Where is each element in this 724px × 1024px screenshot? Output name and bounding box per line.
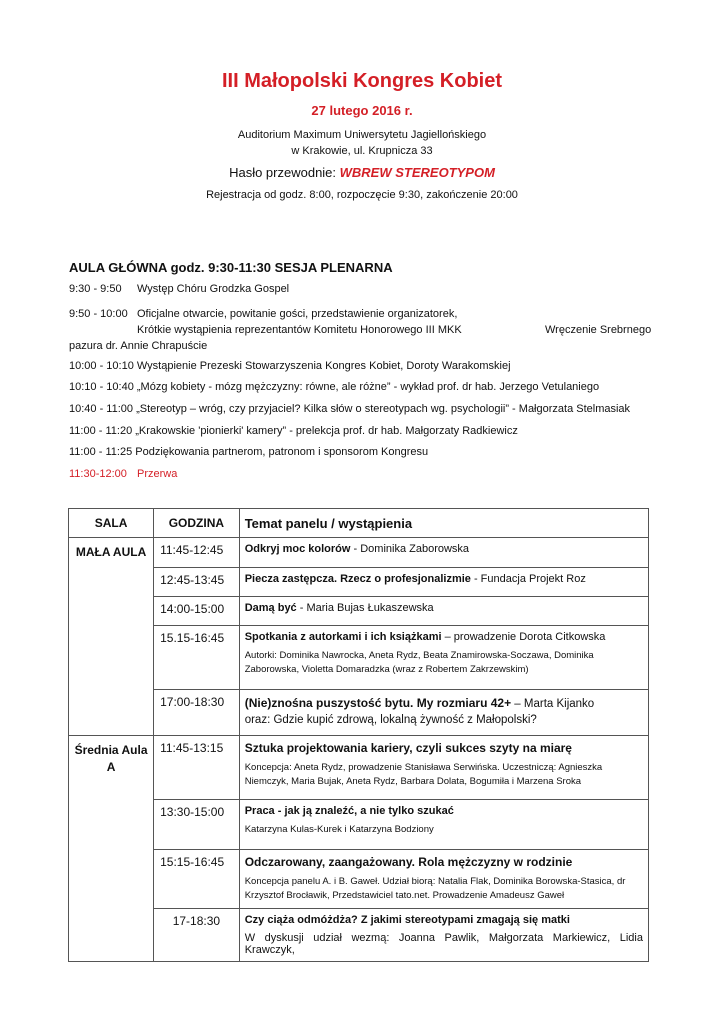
- topic-note: Autorki: Dominika Nawrocka, Aneta Rydz, Beata Znamirowska-Soczawa, Dominika Zaborowska, Violetta Domaradzka (wraz z Robertem Zakrzewskim): [244, 650, 594, 675]
- table-topic: [239, 626, 648, 690]
- room-name: MAŁA AULA: [69, 538, 154, 736]
- table-row: [69, 690, 649, 736]
- topic-title: Piecza zastępcza. Rzecz o profesjonalizmie: [244, 573, 471, 585]
- document-title: III Małopolski Kongres Kobiet: [221, 70, 503, 92]
- table-row: [69, 568, 649, 597]
- table-row: [69, 538, 649, 568]
- schedule-table: [68, 508, 649, 962]
- motto-value: WBREW STEREOTYPOM: [339, 165, 495, 180]
- table-row: [69, 736, 649, 800]
- program-text-3: Wręczenie Srebrnego: [545, 324, 652, 336]
- registration-info: Rejestracja od godz. 8:00, rozpoczęcie 9:30, zakończenie 20:00: [206, 189, 518, 201]
- program-text-2: Krótkie wystąpienia reprezentantów Komitetu Honorowego III MKK: [137, 324, 462, 336]
- header-sala: SALA: [69, 509, 154, 538]
- table-hour: 17:00-18:30: [154, 690, 240, 736]
- table-hour: 12:45-13:45: [154, 568, 240, 597]
- topic-rest: – Marta Kijanko: [511, 698, 595, 710]
- table-topic: [239, 538, 648, 568]
- header-topic: Temat panelu / wystąpienia: [239, 509, 648, 538]
- program-item: 10:10 - 10:40 „Mózg kobiety - mózg mężczyzny: równe, ale różne” - wykład prof. dr hab. Jerzego Vetulaniego: [69, 381, 600, 393]
- venue-line-1: Auditorium Maximum Uniwersytetu Jagiellońskiego: [237, 129, 487, 141]
- program-time: 9:30 - 9:50: [69, 283, 122, 295]
- topic-rest: – prowadzenie Dorota Citkowska: [441, 631, 606, 643]
- table-topic: [239, 909, 648, 962]
- topic-title: Damą być: [244, 602, 297, 614]
- topic-note: Katarzyna Kulas-Kurek i Katarzyna Bodziony: [244, 824, 434, 835]
- table-header-row: [69, 509, 649, 538]
- topic-rest: - Maria Bujas Łukaszewska: [296, 602, 434, 614]
- program-item: 10:40 - 11:00 „Stereotyp – wróg, czy przyjaciel? Kilka słów o stereotypach wg. psychologii” - Małgorzata Stelmasiak: [69, 403, 631, 415]
- table-hour: 15.15-16:45: [154, 626, 240, 690]
- program-text-4: pazura dr. Annie Chrapuście: [69, 340, 208, 352]
- table-hour: 17-18:30: [154, 909, 240, 962]
- topic-note: Koncepcja panelu A. i B. Gaweł. Udział biorą: Natalia Flak, Dominika Borowska-Stasica, dr Krzysztof Brocławik, Przedstawiciel tato.net. Prowadzenie Amadeusz Gaweł: [244, 876, 626, 901]
- table-hour: 11:45-13:15: [154, 736, 240, 800]
- table-hour: 11:45-12:45: [154, 538, 240, 568]
- topic-title: Praca - jak ją znaleźć, a nie tylko szukać: [244, 805, 454, 817]
- topic-title: Odkryj moc kolorów: [244, 543, 351, 555]
- program-time: 11:30-12:00: [69, 468, 127, 480]
- table-hour: 15:15-16:45: [154, 850, 240, 909]
- topic-rest: - Fundacja Projekt Roz: [470, 573, 586, 585]
- table-row: [69, 850, 649, 909]
- table-row: [69, 626, 649, 690]
- venue: [0, 127, 724, 159]
- motto-label: Hasło przewodnie:: [229, 165, 340, 180]
- table-topic: [239, 736, 648, 800]
- program-item: 11:00 - 11:20 „Krakowskie 'pionierki' kamery” - prelekcja prof. dr hab. Małgorzaty Radkiewicz: [69, 425, 518, 437]
- topic-title: Czy ciąża odmóżdża? Z jakimi stereotypami zmagają się matki: [244, 914, 570, 926]
- plenary-heading: AULA GŁÓWNA godz. 9:30-11:30 SESJA PLENARNA: [69, 260, 393, 275]
- table-topic: [239, 568, 648, 597]
- table-hour: 13:30-15:00: [154, 800, 240, 850]
- program-item: [69, 306, 659, 354]
- program-text: Oficjalne otwarcie, powitanie gości, przedstawienie organizatorek,: [137, 308, 458, 320]
- table-row: [69, 597, 649, 626]
- program-text: Występ Chóru Grodzka Gospel: [137, 283, 290, 295]
- program-text: Przerwa: [137, 468, 178, 480]
- topic-title: Sztuka projektowania kariery, czyli sukces szyty na miarę: [244, 741, 572, 755]
- program-time: 9:50 - 10:00: [69, 308, 128, 320]
- topic-note: Koncepcja: Aneta Rydz, prowadzenie Stanisława Serwińska. Uczestniczą: Agnieszka Niemczyk, Maria Bujak, Aneta Rydz, Barbara Dolata, Bogumiła i Marzena Sroka: [244, 762, 603, 787]
- table-topic: [239, 800, 648, 850]
- table-topic: [239, 690, 648, 736]
- topic-note: W dyskusji udział wezmą: Joanna Pawlik, Małgorzata Markiewicz, Lidia Krawczyk,: [244, 932, 643, 956]
- topic-title: Spotkania z autorkami i ich książkami: [244, 631, 442, 643]
- motto: [0, 165, 724, 180]
- event-date: 27 lutego 2016 r.: [311, 103, 413, 118]
- table-topic: [239, 597, 648, 626]
- topic-title: (Nie)znośna puszystość bytu. My rozmiaru 42+: [244, 696, 512, 710]
- program-item: 10:00 - 10:10 Wystąpienie Prezeski Stowarzyszenia Kongres Kobiet, Doroty Warakomskiej: [69, 360, 511, 372]
- table-hour: 14:00-15:00: [154, 597, 240, 626]
- table-row: [69, 909, 649, 962]
- header-godzina: GODZINA: [154, 509, 240, 538]
- table-topic: [239, 850, 648, 909]
- topic-title: Odczarowany, zaangażowany. Rola mężczyzny w rodzinie: [244, 855, 573, 869]
- program-item: 11:00 - 11:25 Podziękowania partnerom, patronom i sponsorom Kongresu: [69, 446, 429, 458]
- topic-rest: - Dominika Zaborowska: [350, 543, 470, 555]
- table-row: [69, 800, 649, 850]
- program-item: [69, 283, 659, 295]
- room-name: Średnia Aula A: [69, 736, 154, 962]
- venue-line-2: w Krakowie, ul. Krupnicza 33: [291, 145, 433, 157]
- program-item-break: [69, 468, 659, 480]
- topic-line-2: oraz: Gdzie kupić zdrową, lokalną żywność z Małopolski?: [244, 714, 537, 726]
